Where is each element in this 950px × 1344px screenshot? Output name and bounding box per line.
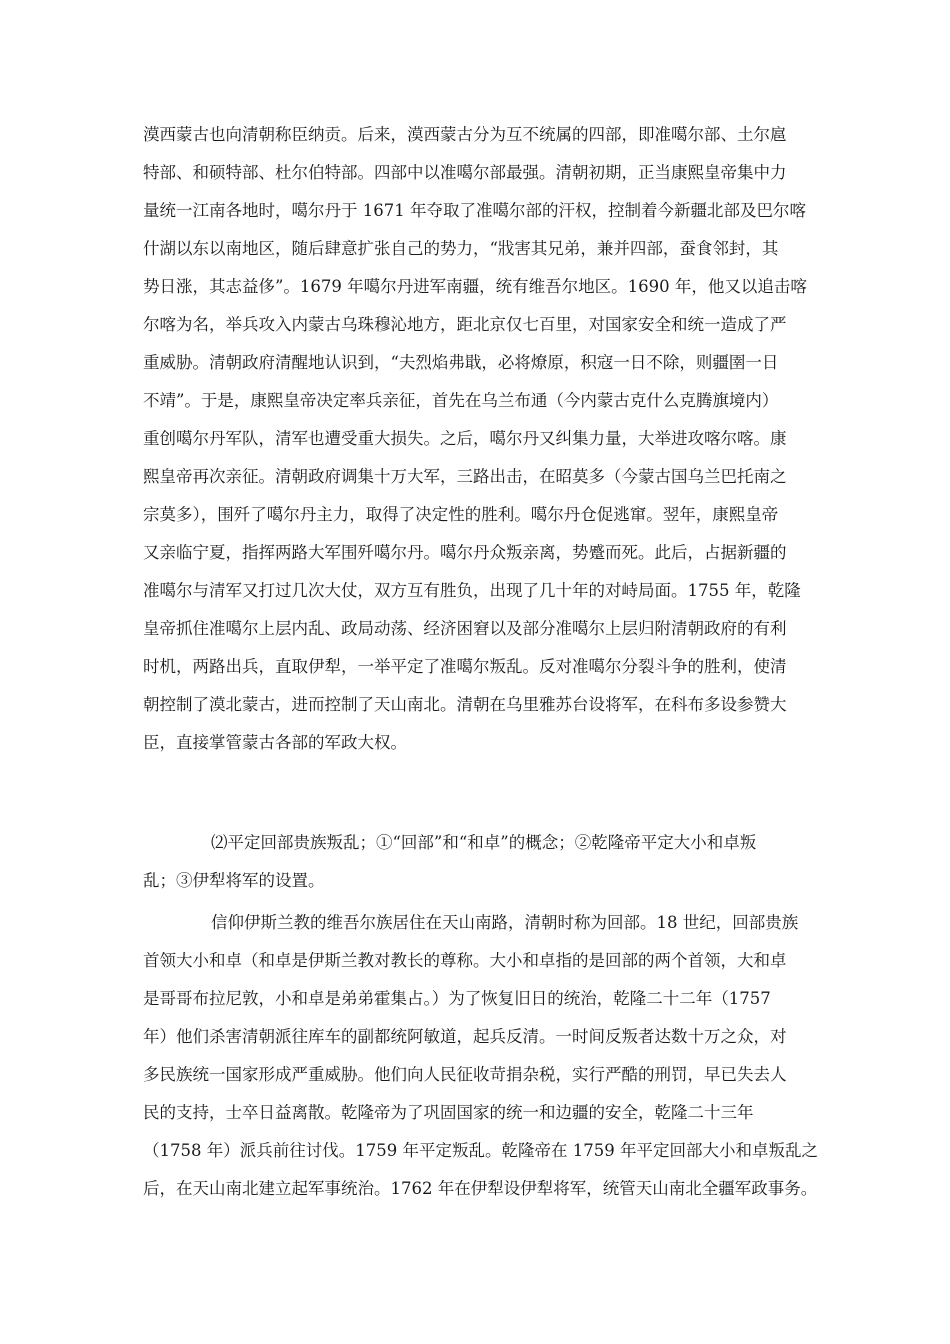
text-line: 又亲临宁夏，指挥两路大军围歼噶尔丹。噶尔丹众叛亲离，势蹙而死。此后，占据新疆的 <box>143 543 787 562</box>
text-line: （1758 年）派兵前往讨伐。1759 年平定叛乱。乾隆帝在 1759 年平定回部大小和卓叛乱之 <box>143 1141 818 1160</box>
text-line: 民的支持，士卒日益离散。乾隆帝为了巩固国家的统一和边疆的安全，乾隆二十三年 <box>143 1103 754 1122</box>
text-line: ⑵平定回部贵族叛乱；①“回部”和“和卓”的概念；②乾隆帝平定大小和卓叛 <box>211 833 757 852</box>
text-line: 什湖以东以南地区，随后肆意扩张自己的势力，“戕害其兄弟，兼并四部，蚕食邻封，其 <box>143 239 779 258</box>
text-line: 信仰伊斯兰教的维吾尔族居住在天山南路，清朝时称为回部。18 世纪，回部贵族 <box>211 913 799 932</box>
paragraph-dzungar <box>143 116 823 762</box>
text-line: 年）他们杀害清朝派往库车的副都统阿敏道，起兵反清。一时间反叛者达数十万之众，对 <box>143 1027 787 1046</box>
text-line: 量统一江南各地时，噶尔丹于 1671 年夺取了准噶尔部的汗权，控制着今新疆北部及巴尔喀 <box>143 201 806 220</box>
text-line: 乱；③伊犁将军的设置。 <box>143 871 325 890</box>
text-line: 多民族统一国家形成严重威胁。他们向人民征收苛捐杂税，实行严酷的刑罚，早已失去人 <box>143 1065 787 1084</box>
text-line: 漠西蒙古也向清朝称臣纳贡。后来，漠西蒙古分为互不统属的四部，即准噶尔部、土尔扈 <box>143 125 787 144</box>
text-line: 皇帝抓住准噶尔上层内乱、政局动荡、经济困窘以及部分准噶尔上层归附清朝政府的有利 <box>143 619 787 638</box>
text-line: 首领大小和卓（和卓是伊斯兰教对教长的尊称。大小和卓指的是回部的两个首领，大和卓 <box>143 951 787 970</box>
text-line: 朝控制了漠北蒙古，进而控制了天山南北。清朝在乌里雅苏台设将军，在科布多设参赞大 <box>143 695 787 714</box>
text-line: 宗莫多），围歼了噶尔丹主力，取得了决定性的胜利。噶尔丹仓促逃窜。翌年，康熙皇帝 <box>143 505 779 524</box>
text-line: 重创噶尔丹军队，清军也遭受重大损失。之后，噶尔丹又纠集力量，大举进攻喀尔喀。康 <box>143 429 787 448</box>
text-line: 特部、和硕特部、杜尔伯特部。四部中以准噶尔部最强。清朝初期，正当康熙皇帝集中力 <box>143 163 787 182</box>
text-line: 尔喀为名，举兵攻入内蒙古乌珠穆沁地方，距北京仅七百里，对国家安全和统一造成了严 <box>143 315 787 334</box>
text-line: 不靖”。于是，康熙皇帝决定率兵亲征，首先在乌兰布通（今内蒙古克什么克腾旗境内） <box>143 391 779 410</box>
text-line: 是哥哥布拉尼敦，小和卓是弟弟霍集占。）为了恢复旧日的统治，乾隆二十二年（1757 <box>143 989 771 1008</box>
text-line: 后，在天山南北建立起军事统治。1762 年在伊犁设伊犁将军，统管天山南北全疆军政事务。 <box>143 1179 818 1198</box>
text-line: 臣，直接掌管蒙古各部的军政大权。 <box>143 733 407 752</box>
paragraph-section-heading <box>143 824 823 900</box>
text-line: 时机，两路出兵，直取伊犁，一举平定了准噶尔叛乱。反对准噶尔分裂斗争的胜利，使清 <box>143 657 787 676</box>
text-line: 重威胁。清朝政府清醒地认识到，“夫烈焰弗戢，必将燎原，积寇一日不除，则疆圉一日 <box>143 353 779 372</box>
text-line: 准噶尔与清军又打过几次大仗，双方互有胜负，出现了几十年的对峙局面。1755 年，乾隆 <box>143 581 801 600</box>
paragraph-huibu <box>143 904 823 1208</box>
text-line: 势日涨，其志益侈”。1679 年噶尔丹进军南疆，统有维吾尔地区。1690 年，他又以追击喀 <box>143 277 807 296</box>
text-line: 熙皇帝再次亲征。清朝政府调集十万大军，三路出击，在昭莫多（今蒙古国乌兰巴托南之 <box>143 467 787 486</box>
